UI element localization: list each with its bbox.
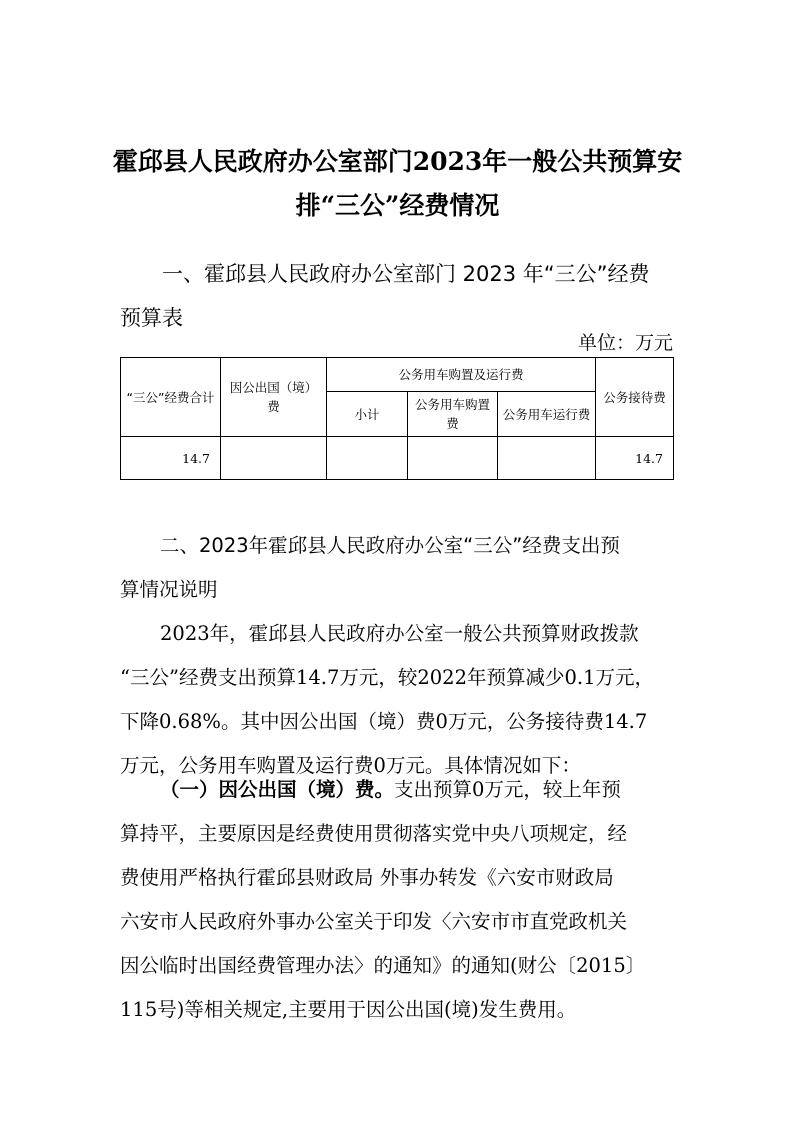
paragraph-abroad-expense [120,768,685,1032]
paragraph-line: 万元，公务用车购置及运行费0万元。具体情况如下： [120,754,581,777]
paragraph-line: 2023年，霍邱县人民政府办公室一般公共预算财政拨款 [160,622,639,645]
cell-vehicle-operation [498,437,596,480]
section-2-heading [120,524,680,612]
section-1-heading-line-1: 一、霍邱县人民政府办公室部门 2023 年“三公”经费 [162,262,650,286]
table-row [121,437,674,480]
header-abroad: 因公出国（境）费 [221,358,327,437]
header-total: “三公”经费合计 [121,358,221,437]
cell-subtotal [327,437,408,480]
cell-reception: 14.7 [596,437,674,480]
header-vehicle-operation: 公务用车运行费 [498,392,596,437]
section-1-heading [120,252,680,340]
title-line-1: 霍邱县人民政府办公室部门2023年一般公共预算安 [112,147,683,176]
section-2-heading-line-1: 二、2023年霍邱县人民政府办公室“三公”经费支出预 [160,534,620,557]
unit-label: 单位：万元 [577,332,673,354]
paragraph-line: 费使用严格执行霍邱县财政局 外事办转发《六安市财政局 [120,866,614,889]
paragraph-line: 因公临时出国经费管理办法〉的通知》的通知(财公〔2015〕 [120,954,646,977]
section-1-heading-line-2: 预算表 [120,306,183,330]
budget-table [120,357,674,480]
section-2-heading-line-2: 算情况说明 [120,578,218,601]
cell-abroad [221,437,327,480]
paragraph-line: “三公”经费支出预算14.7万元，较2022年预算减少0.1万元， [120,666,654,689]
paragraph-summary [120,612,685,788]
subheading-abroad: （一）因公出国（境）费。 [160,778,395,801]
paragraph-text: 支出预算0万元，较上年预 [394,778,621,801]
header-reception: 公务接待费 [596,358,674,437]
cell-total: 14.7 [121,437,221,480]
paragraph-line: 算持平，主要原因是经费使用贯彻落实党中央八项规定，经 [120,822,628,845]
paragraph-line: 下降0.68%。其中因公出国（境）费0万元，公务接待费14.7 [120,710,648,733]
document-title [110,140,685,228]
header-vehicle-purchase: 公务用车购置费 [408,392,498,437]
paragraph-line: 六安市人民政府外事办公室关于印发〈六安市市直党政机关 [120,910,628,933]
cell-vehicle-purchase [408,437,498,480]
paragraph-line [120,768,685,812]
title-line-2: 排“三公”经费情况 [295,191,500,220]
header-subtotal: 小计 [327,392,408,437]
paragraph-line: 115号)等相关规定,主要用于因公出国(境)发生费用。 [120,998,577,1021]
header-vehicle-group: 公务用车购置及运行费 [327,358,596,392]
